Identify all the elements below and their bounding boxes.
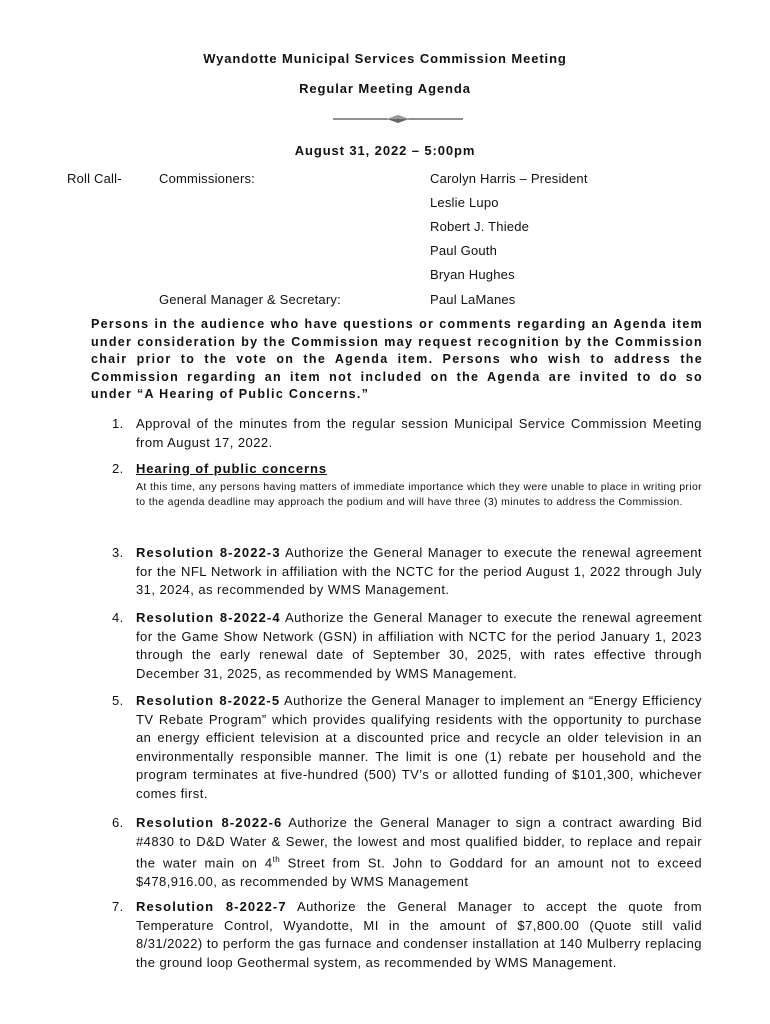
meeting-date: August 31, 2022 – 5:00pm xyxy=(294,143,476,158)
ornamental-divider xyxy=(333,114,463,124)
resolution-number: Resolution 8-2022-6 xyxy=(136,815,283,830)
item-number: 3. xyxy=(112,545,124,560)
resolution-number: Resolution 8-2022-3 xyxy=(136,545,281,560)
general-manager-name: Paul LaManes xyxy=(430,292,516,307)
resolution-number: Resolution 8-2022-4 xyxy=(136,610,281,625)
public-concerns-note: At this time, any persons having matters of immediate importance which they were unable to place in writing prior to the agenda deadline may approach the podium and will have three (3) minutes to address the Commission. xyxy=(136,480,702,509)
commissioner-name: Paul Gouth xyxy=(430,243,498,258)
item-text: Authorize the General Manager to accept the quote from Temperature Control, Wyandotte, MI in the amount of $7,800.00 (Quote still valid 8/31/2022) to perform the gas furnace and condenser installation at 140 Mulberry replacing the ground loop Geothermal system, as recommended by WMS Management. xyxy=(136,899,702,970)
commissioner-name: Carolyn Harris – President xyxy=(430,171,588,186)
item-number: 4. xyxy=(112,610,124,625)
general-manager-label: General Manager & Secretary: xyxy=(159,292,341,307)
item-number: 6. xyxy=(112,815,124,830)
public-concerns-heading: Hearing of public concerns xyxy=(136,461,327,476)
item-text: Authorize the General Manager to execute the renewal agreement for the Game Show Network (GSN) in affiliation with NCTC for the period January 1, 2023 through the early renewal date of September 30, 2025, with rates effective through December 31, 2025, as recommended by WMS Management. xyxy=(136,610,702,681)
item-text: Approval of the minutes from the regular session Municipal Service Commission Meeting from August 17, 2022. xyxy=(136,416,702,450)
item-number: 5. xyxy=(112,693,124,708)
item-number: 7. xyxy=(112,899,124,914)
resolution-number: Resolution 8-2022-7 xyxy=(136,899,287,914)
commissioner-name: Bryan Hughes xyxy=(430,267,515,282)
item-text: Authorize the General Manager to implement an “Energy Efficiency TV Rebate Program” which provides qualifying residents with the opportunity to purchase an energy efficient television at a discounted price and recycle an older television in an environmentally responsible manner. The limit is one (1) rebate per household and the program terminates at five-hundred (500) TV’s or allotted funding of $101,300, whichever comes first. xyxy=(136,693,702,801)
ordinal-suffix: th xyxy=(272,855,281,864)
commissioners-label: Commissioners: xyxy=(159,171,255,186)
resolution-number: Resolution 8-2022-5 xyxy=(136,693,281,708)
meeting-title: Wyandotte Municipal Services Commission Meeting xyxy=(203,51,567,66)
item-text: Authorize the General Manager to sign a contract awarding Bid #4830 to D&D Water & Sewer, the lowest and most qualified bidder, to replace and repair the water main on 4 xyxy=(136,815,702,871)
roll-call-label: Roll Call- xyxy=(67,171,122,186)
item-number: 1. xyxy=(112,416,124,431)
commissioner-name: Robert J. Thiede xyxy=(430,219,530,234)
commissioner-name: Leslie Lupo xyxy=(430,195,499,210)
item-text: Authorize the General Manager to execute the renewal agreement for the NFL Network in affiliation with the NCTC for the period August 1, 2022 through July 31, 2024, as recommended by WMS Management. xyxy=(136,545,702,597)
item-number: 2. xyxy=(112,461,124,476)
agenda-subtitle: Regular Meeting Agenda xyxy=(299,81,471,96)
item-text-continued: Street from St. John to Goddard for an amount not to exceed $478,916.00, as recommended by WMS Management xyxy=(136,855,702,889)
public-notice: Persons in the audience who have questions or comments regarding an Agenda item under consideration by the Commission may request recognition by the Commission chair prior to the vote on the Agenda item. Persons who wish to address the Commission regarding an item not included on the Agenda are invited to do so under “A Hearing of Public Concerns.” xyxy=(91,317,703,402)
